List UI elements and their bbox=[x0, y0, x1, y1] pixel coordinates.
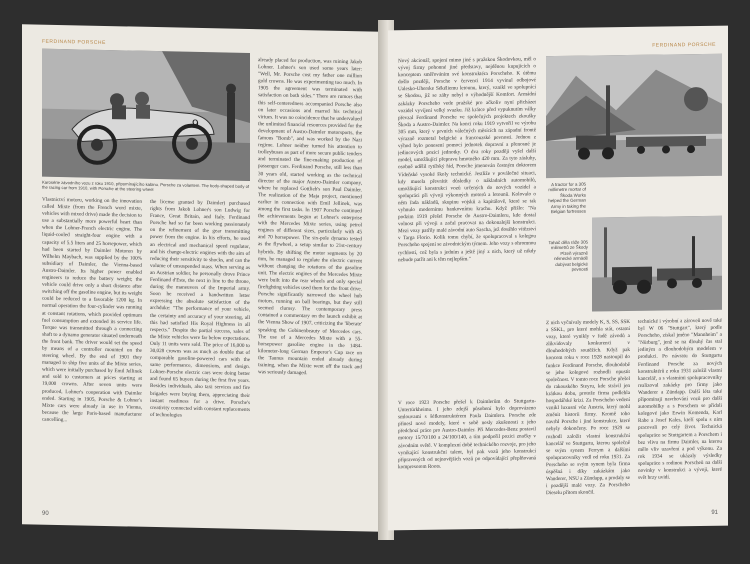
racing-car-caption: Karosérie závodního vozu z roku 1910, připomínajícího kabinu. Porsche za volantem. The body-shaped body of the racing car from 1910, with Porsche at the steering wheel bbox=[42, 179, 250, 192]
right-column-3-text: Z nich vyčnívaly modely K, S, SS, SSK a SSKL, pro které mohla stát, ostatní vozy, které vynikly v řadě závodů a zlikvidovaly konkurenci v dlouhodobých soutěžích. Když pak koncem roku v roce 1928 nastoupil do funkce Ferdinand Porsche, dlouhodobě se jeho kolegové rozhodli opustit společnost. V tomto roce Porsche přešel do rakouského Steyru, kde strávil jen krátkou dobu, protože firma podlehla hospodářské krizi. Za Porscheho vedení vznikl luxusní vůz Austria, který mohl změnit historii firmy. Kromě toho navrhl Porsche i jiné konstrukce, které nebyly dokončeny. Po roce 1929 se rozhodl založit vlastní konstrukční kancelář ve Stuttgartu, kterou společně se svým synem Ferrym a dalšími spolupracovníky vedl od roku 1931. Za Porscheho se svým synem byla firma úspěšná i díky zakázkám jako Wanderer, NSU a Zündapp, a prodaly se i pozdější malé vozy. Za Porscheho Dieselu přitom skončil. bbox=[546, 318, 630, 497]
right-column-1 bbox=[398, 56, 536, 393]
right-column-3 bbox=[546, 319, 630, 516]
right-page bbox=[388, 26, 728, 531]
left-column-1-text: Vlastnictví motoru, working on the innovation called Mixte (from the French word mixte, vehicles with mixed drive) made the decision to use a substantially more powerful heart than when the Lohner-French electric engine. The liquid-cooled straight-four engine with a capacity of 5.5 liters and 25 horsepower, which had been started by Daimler Motoren by Wilhelm Maybach, was supplied by the 100% subsidiary of Daimler, the Vienna-based Austro-Daimler. Its higher power enabled engineers to reduce the battery weight; the vehicle could drive only a short distance after switching off the gasoline engine, but its weight could be reduced to a favorable 1200 kg. In normal operation the four-cylinder was running at constant rotations, which provided optimum fuel consumption and extended its service life. Torque was transmitted through a connecting shaft to a dynamo generator situated underneath the front bank. The driver would set the speed by means of a controller mounted on the steering wheel. By the end of 1901 they managed to ship five units of the Mixte series, which were initially purchased by Emil Jellinek and sold to customers at prices starting at 19,000 crowns. After seven units were produced, Lohner's cooperation with Daimler ended. Starting in 1905, Porsche & Lohner's Mixte cars were already in use in Vienna, because the large Paris-based manufacturer cancelling... bbox=[42, 196, 142, 424]
racing-car-image bbox=[42, 49, 250, 181]
left-column-3-text: already placed for production, was ruining Jakob Lohner. Lohner's son used some years later: "Well, Mr. Porsche cost my father one million gold crowns. He was experimenting too much. In 1905 the agreement was terminated with satisfaction on both sides." There are rumors that this self-centeredness accompanied Porsche also on later occasions and marred his technical virtues. It was no coincidence that he undervalued the unlimited financial resources provided for the development of Austro-Daimler motorsports, the famous "Bomb", and was worked by the Nazi regime. Lohner neither turned his attention to trolleybuses as part of more secure public tenders and terminated the fine-making production of passenger cars. Ferdinand Porsche, still less than 30 years old, started working as the technical director of the major Austro-Daimler company, where he replaced Gottlieb's son Paul Daimler. The realization of the Maja project, mentioned earlier in connection with Emil Jellinek, was among the first tasks. In 1907 Porsche continued the achievements begun at Lohner's enterprise with the Mercedes Mixte series, using petrol engines of different sizes, particularly with 45 and 70 horsepower. The six-pole dynamo tested as the flywheel, a setup similar to 21st-century hybrids. By shifting the motor segments by 20 mm, he managed to regulate the electric current without changing the rotations of the gasoline unit. The electric engines of the Mercedes Mixte were built into the rear wheels and only special firefighting vehicles used them for the front drive. Porsche significantly narrowed the wheel hub motors, running on ball bearings, but they still seemed clumsy. The contemporary press contained a commentary on the launch exhibit at the Vienna Show of 1907, criticizing the 'liberate' speaking the Gobinenbeauty of Mercedes cars. The use of a Mercedes Mixte with a 55-horsepower gasoline engine in the 1484-kilometer-long German Emperor's Cup race on the Taunus mountain ended already during training, when the Mixte went off the track and was seriously damaged. bbox=[258, 57, 362, 377]
right-column-1-text: Nový akcionář, spojení mimo jiné s pražskou Škodovkou, měl o vývoj firmy pohonné jiné představy, nejděnou kupujících o konceptem směřováním své konstruktéra Porscheho. K útěmu došlo později, Porsche v červenci 1914 vyvinul odbojové Ualesko-Uherske Sékéliemu letounu, který, vznikl ve spoluprácí se Skodou, již se záhy nebyl o výhodnější Komfort. Armádní zakázky Porscheho vede pražské pro ačkoliv nyní přicházet vozidel vyvíjení velký svazku. Již krátce před vypuknutím války převzal Ferdinand Porsche ve společných projektech zkoušky Škoda a Austro-Daimler. Na konci roku 1919 vytvořil ve výrobu 305 mm, který v prvních válečných měsících na západní frontě výrazně rozmetal belgické a francouzské pevnosti. Jednou z výhod bylo ponesení pomocí jednotek dopravní a přenosné je jedincových pozicí jednotky. O dva roky později vyšel další model, umožňující přepravu hmotného 420 mm. Za tyto zásluhy, osobně udělil rytířský řád, Porsche jmenován čestným doktorem Vídeňské vysoké školy technické. Jestliže v poválečné situaci, kdy musela převrátit důsledky o nákladních automobilů, umožňující konstrukci vozů určených do nových vozidel a spolupráci při vývoji výkonných motorů a letounů. Kolovalo o něm řada nákladů, skupinu vojsků a kapitálově, které se tak vyhnulo modernímu bankovnímu krachu. Když přišlo: "Na podzim 1919 přešel Porsche do Austro-Daimleru, kde dostal volnost při vývoji a začal pracovat na dokonalejší konstrukci. Mezi vozy patřily malé závodní auto Sascha, jež dosáhlo vítězství v Targa Florio. Kolik tomu chybí, že spolupracoval s kolegou Porscheho spojení se závodnickým týmem. Jeho vozy s ohromnou rychlostí, což byla s jedním a ještě jiný z nich, který už nikdy nebude patřit ani k těm nejlepším." bbox=[398, 56, 536, 263]
page-number-left: 90 bbox=[42, 510, 49, 517]
svg-text:9: 9 bbox=[192, 116, 199, 131]
mortar-image bbox=[592, 216, 722, 312]
right-column-2-text: V roce 1923 Porsche přešel k Daimlerům do Stuttgartu-Untertürkheimu. I jeho zdejší působení bylo doprovázeno smlouvami s šéfkonstruktérem Paula Daimlera. Porsche zde přinesl nové modely, které v sobě nesly zkušenosti z jeho předchozí práce pro Austro-Daimler. Při Mercedes-Benz postavil motory 15/70/100 a 24/100/140, a tím podpořil pozici značky v závodním světě. V komplexní době technického rozvoje, pro jeho vynikající konstrukční talent, byl pak vozů jeho konstrukcí připravených od nejnovějších vozů po odpovídající přeplňovaná kompresorem Roots. bbox=[398, 398, 536, 471]
tractor-image bbox=[546, 54, 722, 178]
left-column-1 bbox=[42, 197, 142, 509]
running-head-left: FERDINAND PORSCHE bbox=[42, 38, 106, 46]
right-column-2 bbox=[398, 398, 536, 518]
left-page bbox=[22, 24, 382, 532]
tractor-caption-en: A tractor for a 305 millimetre mortar of Škoda Works helped the German Army in taking the Belgian fortresses bbox=[548, 181, 586, 215]
page-number-right: 91 bbox=[711, 509, 718, 516]
tractor-photo bbox=[546, 54, 722, 178]
left-column-3 bbox=[258, 57, 362, 515]
racing-car-photo bbox=[42, 49, 250, 181]
right-column-4-text: technické i výrobní a zároveň nově také byl W 06 "Stuttgart", který podle Porscheho, získal jméno "Mannheim" a "Nürburg", jenž se na dlouhý čas stal jediným a dlouhodobým modelem v produkci. Po návratu do Stuttgartu Ferdinand Porsche za nových konstruktérů z roku 1931 založil vlastní kancelář, a s vlastními spolupracovníky realizoval zakázky pro firmy jako Wanderer a Zündapp. Další léta také připomínají navrhování vozů pro další automobilky a s Porschem se přidali kolegové jako Erwin Komenda, Karl Rabe a Josef Kales, kteří spolu s ním pracovali po celý život. Technická spolupráce se Stuttgartem a Porschem i bez vlivu na firmu Daimler, na kterou mělo vliv uzavření a pod výkonu. Za rok 1934 se ukázaly výsledky spolupráce s rodinou Porscheů na další novinky v konstrukci a vývoji, které svět brzy uvidí. bbox=[638, 317, 722, 481]
left-column-2-text: the license granted by Daimler) purchased rights from Jakob Lohner's son Ludwig for France, Great Britain, and Italy. Ferdinand Porsche had so far been working passionately on the refinement of the gear transmitting power from the engine. In his efforts, he used an electrical and mechanical speed regulator, and his change-electric engines with the aim of reducing their sensitivity to shocks, and can the volume of unsuspended mass. When serving as an Austrian soldier, he personally drove Prince Ferdinand d'Este, the next in line to the throne, during the maneuvers of the Imperial army. Soon he received a handwritten letter expressing the absolute satisfaction of the archduke: "The performance of your vehicle, the certainty and accuracy of your steering, all this had satisfied His Royal Highness in all respects." Despite the partial success, sales of the Mixte vehicles were far below expectations. Only 11 units were sold. The price of 16,000 to 30,028 crowns was as much as double that of comparable gasoline-powered cars with the same performance, dimensions, and design. Lohner-Porsche electric cars were doing better and found 65 buyers during the first five years. Besides individuals, also taxi services and fire brigades were buying them, appreciating their instant readiness for a drive. Porsche's creativity connected with constant replacements of technologies bbox=[150, 198, 250, 419]
left-column-2 bbox=[150, 199, 250, 511]
right-column-4 bbox=[638, 318, 722, 515]
mortar-photo bbox=[592, 216, 722, 312]
running-head-right: FERDINAND PORSCHE bbox=[652, 41, 716, 49]
mortar-caption-cs: Tahač děla ráže 305 milimetrů ze Škody Plzeň výrazně německé armádě dobývat belgické pevnosti bbox=[548, 239, 588, 272]
